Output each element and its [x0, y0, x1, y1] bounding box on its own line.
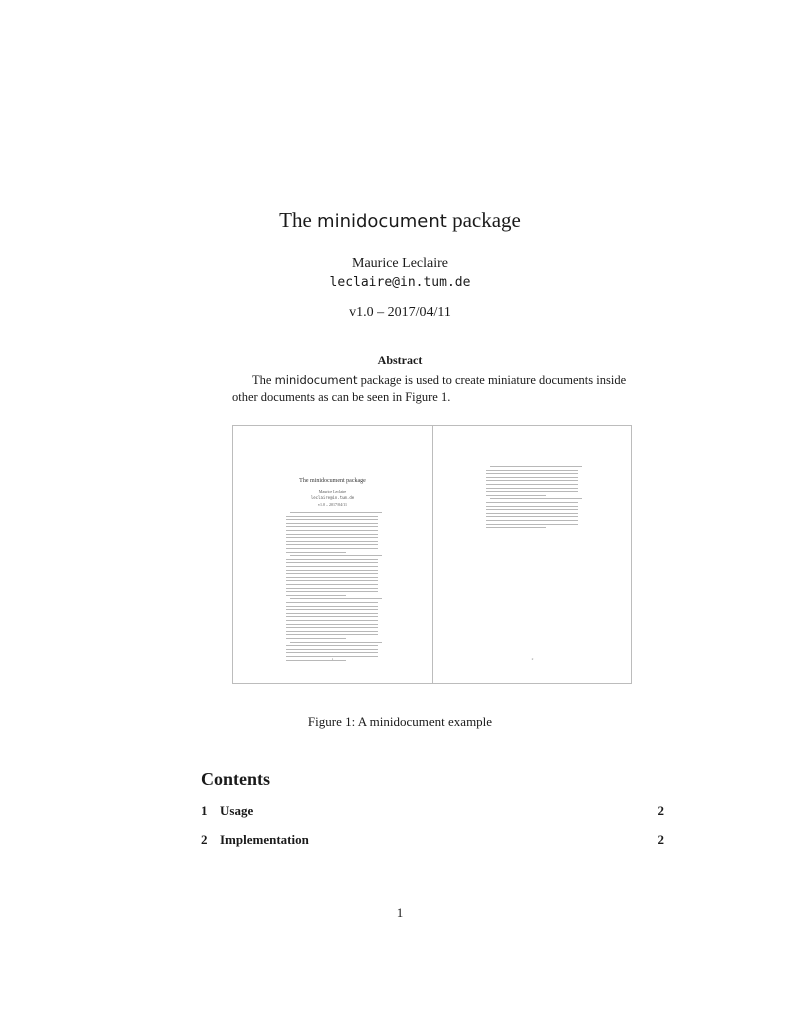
mini-text-line	[286, 638, 346, 639]
mini-text-line	[286, 530, 378, 531]
mini-text-line	[286, 541, 378, 542]
mini-text-line	[286, 645, 378, 646]
version-date: v1.0 – 2017/04/11	[349, 305, 451, 320]
mini-text-line	[486, 488, 578, 489]
abstract-text-before: The	[252, 373, 272, 387]
mini-text-line	[286, 544, 378, 545]
document-title	[0, 208, 800, 233]
mini-text-line	[286, 548, 378, 549]
mini-text-line	[286, 584, 378, 585]
mini-text-line	[286, 595, 346, 596]
mini-text-line	[286, 534, 378, 535]
mini-text-line	[490, 498, 582, 499]
mini-text-line	[286, 526, 378, 527]
abstract-text-after: package is used to create miniature documents inside other documents as can be seen in Figure 1.	[232, 373, 627, 404]
abstract-text	[232, 372, 634, 406]
mini-text-line	[286, 591, 378, 592]
mini-page-2	[433, 426, 632, 683]
mini-text-line	[286, 573, 378, 574]
mini-page-1	[233, 426, 432, 683]
page-number: 1	[396, 905, 404, 920]
mini-author: Maurice Leclaire	[318, 489, 347, 494]
mini-text-line	[286, 577, 378, 578]
mini-text-line	[286, 580, 378, 581]
mini-text-line	[486, 513, 578, 514]
title-suffix: package	[452, 208, 521, 232]
mini-text-line	[290, 555, 382, 556]
minidocument-figure	[232, 425, 632, 684]
mini-text-line	[290, 598, 382, 599]
mini-text-line	[286, 606, 378, 607]
mini-text-line	[286, 649, 378, 650]
mini-text-line	[490, 466, 582, 467]
mini-text-line	[486, 506, 578, 507]
mini-text-line	[486, 480, 578, 481]
abstract-package-name: minidocument	[274, 373, 358, 387]
mini-text-line	[286, 609, 378, 610]
title-package-name: minidocument	[317, 211, 447, 232]
mini-text-line	[286, 523, 378, 524]
mini-text-line	[286, 519, 378, 520]
mini-text-line	[286, 552, 346, 553]
mini-text-line	[286, 537, 378, 538]
mini-text-line	[486, 502, 578, 503]
contents-heading: Contents	[201, 769, 271, 789]
mini-text-line	[486, 477, 578, 478]
toc-entry-page: 2	[657, 832, 664, 847]
mini-text-line	[486, 470, 578, 471]
mini-text-line	[486, 516, 578, 517]
author-email: leclaire@in.tum.de	[329, 275, 471, 290]
toc-entry-number: 1	[201, 803, 208, 818]
mini-text-line	[486, 520, 578, 521]
mini-text-line	[286, 516, 378, 517]
mini-text-line	[486, 509, 578, 510]
mini-text-line	[290, 642, 382, 643]
mini-text-line	[286, 620, 378, 621]
mini-text-line	[286, 613, 378, 614]
mini-page-number: 2	[531, 657, 534, 661]
mini-text-line	[286, 602, 378, 603]
mini-text-line	[286, 627, 378, 628]
mini-text-line	[486, 484, 578, 485]
mini-page-number: 1	[331, 657, 334, 661]
mini-text-line	[486, 473, 578, 474]
mini-text-line	[286, 616, 378, 617]
mini-version: v1.0 – 2017/04/11	[317, 502, 348, 507]
abstract-heading: Abstract	[377, 353, 423, 367]
toc-entry-title[interactable]: Implementation	[220, 832, 309, 847]
mini-text-line	[486, 491, 578, 492]
mini-text-line	[286, 562, 378, 563]
figure-caption: Figure 1: A minidocument example	[307, 714, 493, 729]
mini-text-line	[286, 631, 378, 632]
mini-text-line	[486, 524, 578, 525]
mini-text-line	[286, 624, 378, 625]
mini-text-line	[286, 566, 378, 567]
mini-text-line	[286, 570, 378, 571]
toc-entry-number: 2	[201, 832, 208, 847]
mini-title: The minidocument package	[299, 478, 366, 484]
mini-text-line	[286, 588, 378, 589]
mini-email: leclaire@in.tum.de	[310, 495, 355, 500]
toc-entry-title[interactable]: Usage	[220, 803, 254, 818]
mini-text-line	[286, 559, 378, 560]
author-name: Maurice Leclaire	[352, 256, 448, 271]
mini-text-line	[286, 634, 378, 635]
mini-text-line	[486, 527, 546, 528]
mini-text-line	[486, 495, 546, 496]
mini-text-line	[286, 652, 378, 653]
mini-text-line	[290, 512, 382, 513]
title-prefix: The	[279, 208, 312, 232]
toc-entry-page: 2	[657, 803, 664, 818]
